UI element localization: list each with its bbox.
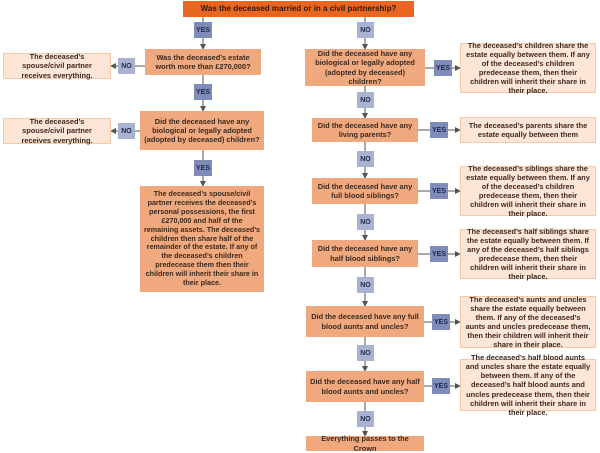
tag-no-left-children: NO	[118, 123, 135, 139]
question-living-parents: Did the deceased have any living parents?	[312, 118, 418, 142]
result-aunts-uncles-share: The deceased’s aunts and uncles share the estate equally between them. If any of the deceased’s aunts and uncles predecease them, then their children will inherit their share in their place.	[460, 296, 596, 348]
question-right-children: Did the deceased have any biological or legally adopted (adopted by deceased) children?	[305, 49, 425, 86]
question-married: Was the deceased married or in a civil partnership?	[183, 1, 414, 17]
result-half-siblings-share: The deceased’s half siblings share the estate equally between them. If any of the deceased’s half siblings predecease them, then their children will inherit their share in their place.	[460, 229, 596, 279]
tag-yes-estate: YES	[194, 84, 212, 100]
tag-no-r3: NO	[357, 214, 374, 230]
question-full-aunts-uncles: Did the deceased have any full blood aunts and uncles?	[306, 306, 424, 337]
tag-no-estate: NO	[118, 58, 135, 74]
tag-no-r2: NO	[357, 151, 374, 167]
tag-yes-r1: YES	[434, 60, 452, 76]
tag-no-r5: NO	[357, 345, 374, 361]
result-siblings-share: The deceased’s siblings share the estate equally between them. If any of the deceased’s children predecease them, then their children will inherit their share in their place.	[460, 166, 596, 216]
tag-no-r1: NO	[357, 92, 374, 108]
question-left-children: Did the deceased have any biological or legally adopted (adopted by deceased) children?	[140, 111, 264, 150]
result-spouse-everything-2: The deceased’s spouse/civil partner receives everything.	[3, 118, 111, 144]
tag-yes-r3: YES	[430, 183, 448, 199]
tag-yes-married: YES	[194, 22, 212, 38]
question-half-aunts-uncles: Did the deceased have any half blood aunts and uncles?	[306, 371, 424, 402]
tag-yes-left-children: YES	[194, 160, 212, 176]
tag-yes-r2: YES	[430, 122, 448, 138]
result-children-share: The deceased’s children share the estate equally between them. If any of the deceased’s children predecease them, then their children will inherit their share in their place.	[460, 43, 596, 93]
result-spouse-everything-1: The deceased’s spouse/civil partner receives everything.	[3, 53, 111, 79]
result-spouse-children-split: The deceased’s spouse/civil partner receives the deceased’s personal possessions, the first £270,000 and half of the remaining assets. The deceased’s children then share half of the remainder of the estate. If any of the deceased’s children predecease them then their children will inherit their share in their place.	[140, 186, 264, 292]
tag-no-r6: NO	[357, 411, 374, 427]
result-crown: Everything passes to the Crown	[306, 436, 424, 451]
question-full-siblings: Did the deceased have any full blood siblings?	[312, 178, 418, 204]
result-half-aunts-uncles-share: The deceased’s half blood aunts and uncles share the estate equally between them. If any of the deceased’s half blood aunts and uncles predecease them, then their children will inherit their share in their place.	[460, 359, 596, 411]
tag-no-married: NO	[357, 22, 374, 38]
tag-yes-r5: YES	[432, 314, 450, 330]
result-parents-share: The deceased’s parents share the estate equally between them	[460, 117, 596, 143]
tag-yes-r4: YES	[430, 246, 448, 262]
tag-yes-r6: YES	[432, 378, 450, 394]
question-half-siblings: Did the deceased have any half blood siblings?	[312, 240, 418, 267]
question-estate-value: Was the deceased’s estate worth more than £270,000?	[145, 49, 261, 75]
tag-no-r4: NO	[357, 277, 374, 293]
